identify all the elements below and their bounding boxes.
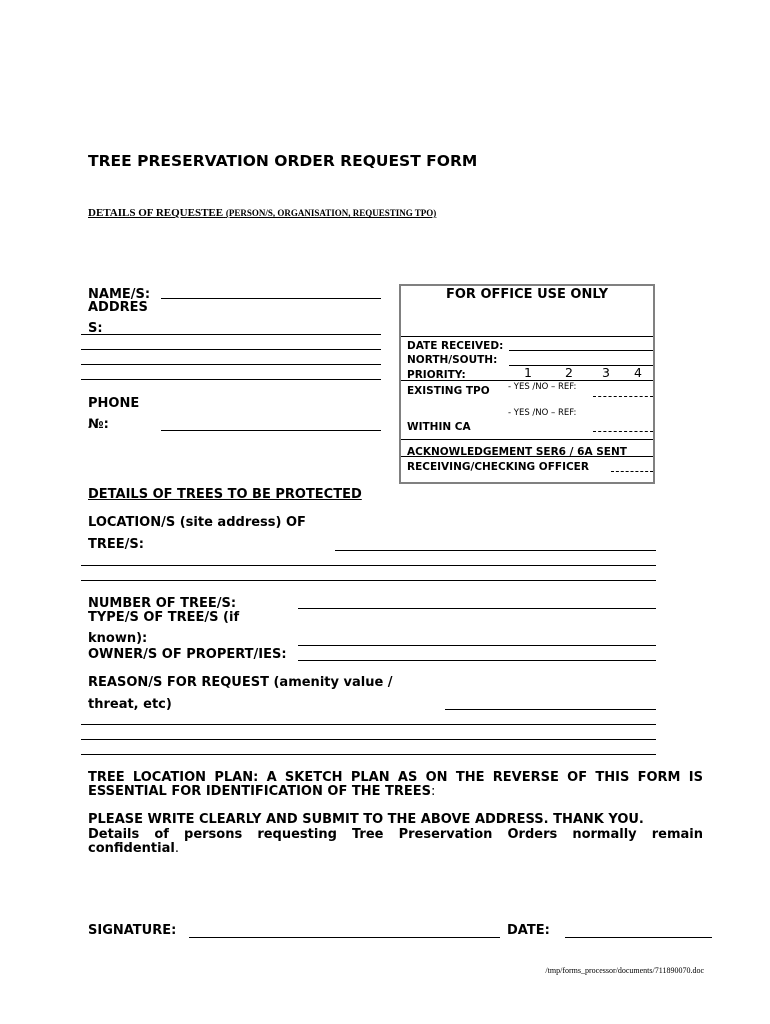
receiving-officer-label: RECEIVING/CHECKING OFFICER (407, 461, 589, 473)
receiving-officer-line[interactable] (611, 471, 653, 472)
priority-option-2[interactable]: 2 (565, 365, 573, 380)
location-line-3[interactable] (81, 580, 656, 581)
existing-tpo-label: EXISTING TPO (407, 385, 490, 397)
office-divider-3 (401, 439, 653, 440)
phone-line[interactable] (161, 430, 381, 431)
plan-note-line-2 (88, 784, 703, 799)
location-label-1: LOCATION/S (site address) OF (88, 515, 306, 530)
acknowledgement-label: ACKNOWLEDGEMENT SER6 / 6A SENT (407, 446, 627, 458)
address-line-4[interactable] (81, 379, 381, 380)
plan-note-colon: : (431, 784, 436, 799)
reason-line-3[interactable] (81, 739, 656, 740)
owner-label: OWNER/S OF PROPERT/IES: (88, 647, 287, 662)
number-line[interactable] (298, 608, 656, 609)
reason-label-2: threat, etc) (88, 697, 172, 712)
signature-label: SIGNATURE: (88, 923, 177, 938)
location-label-2: TREE/S: (88, 537, 144, 552)
address-label-1: ADDRES (88, 300, 148, 315)
confidential-note-text: confidential (88, 841, 175, 856)
priority-option-3[interactable]: 3 (602, 365, 610, 380)
within-ca-ref-line[interactable] (593, 431, 653, 432)
phone-no-label: №: (88, 417, 109, 432)
address-line-2[interactable] (81, 349, 381, 350)
address-label-2: S: (88, 321, 103, 336)
confidential-note-line-2 (88, 841, 179, 856)
date-received-line[interactable] (509, 350, 653, 351)
location-line-1[interactable] (335, 550, 656, 551)
name-label: NAME/S: (88, 287, 151, 302)
signature-line[interactable] (189, 937, 500, 938)
date-received-label: DATE RECEIVED: (407, 340, 504, 352)
office-title: FOR OFFICE USE ONLY (446, 287, 608, 302)
priority-option-1[interactable]: 1 (524, 365, 532, 380)
type-line[interactable] (298, 645, 656, 646)
reason-line-4[interactable] (81, 754, 656, 755)
priority-label: PRIORITY: (407, 369, 466, 381)
phone-label: PHONE (88, 396, 140, 411)
owner-line[interactable] (298, 660, 656, 661)
form-title: TREE PRESERVATION ORDER REQUEST FORM (88, 152, 478, 170)
priority-option-4[interactable]: 4 (634, 365, 642, 380)
reason-line-2[interactable] (81, 724, 656, 725)
type-label-1: TYPE/S OF TREE/S (if (88, 610, 240, 625)
plan-note-text: ESSENTIAL FOR IDENTIFICATION OF THE TREES (88, 784, 432, 799)
name-line[interactable] (161, 298, 381, 299)
confidential-note-period: . (174, 841, 179, 856)
trees-heading: DETAILS OF TREES TO BE PROTECTED (88, 487, 362, 502)
confidential-note-line-1: Details of persons requesting Tree Preservation Orders normally remain (88, 827, 703, 842)
requestee-heading-main: DETAILS OF REQUESTEE (88, 207, 224, 219)
within-ca-label: WITHIN CA (407, 421, 471, 433)
requestee-heading (88, 207, 436, 220)
within-ca-yes-no-ref: - YES /NO – REF: (508, 408, 577, 418)
office-divider-1 (401, 336, 653, 337)
write-clearly-note: PLEASE WRITE CLEARLY AND SUBMIT TO THE ABOVE ADDRESS. THANK YOU. (88, 812, 644, 827)
type-label-2: known): (88, 631, 148, 646)
number-label: NUMBER OF TREE/S: (88, 596, 237, 611)
reason-line-1[interactable] (445, 709, 656, 710)
date-label: DATE: (507, 923, 550, 938)
office-divider-2 (401, 380, 653, 381)
office-use-box (399, 284, 655, 484)
plan-note-line-1: TREE LOCATION PLAN: A SKETCH PLAN AS ON THE REVERSE OF THIS FORM IS (88, 770, 703, 785)
address-line-1[interactable] (81, 334, 381, 335)
north-south-label: NORTH/SOUTH: (407, 354, 498, 366)
office-divider-4 (401, 456, 653, 457)
address-line-3[interactable] (81, 364, 381, 365)
requestee-heading-sub: (PERSON/S, ORGANISATION, REQUESTING TPO) (225, 208, 437, 218)
date-line[interactable] (565, 937, 712, 938)
reason-label-1: REASON/S FOR REQUEST (amenity value / (88, 675, 393, 690)
footer-file-path: /tmp/forms_processor/documents/711890070.doc (545, 966, 704, 975)
existing-tpo-ref-line[interactable] (593, 396, 653, 397)
existing-tpo-yes-no-ref: - YES /NO – REF: (508, 382, 577, 392)
location-line-2[interactable] (81, 565, 656, 566)
